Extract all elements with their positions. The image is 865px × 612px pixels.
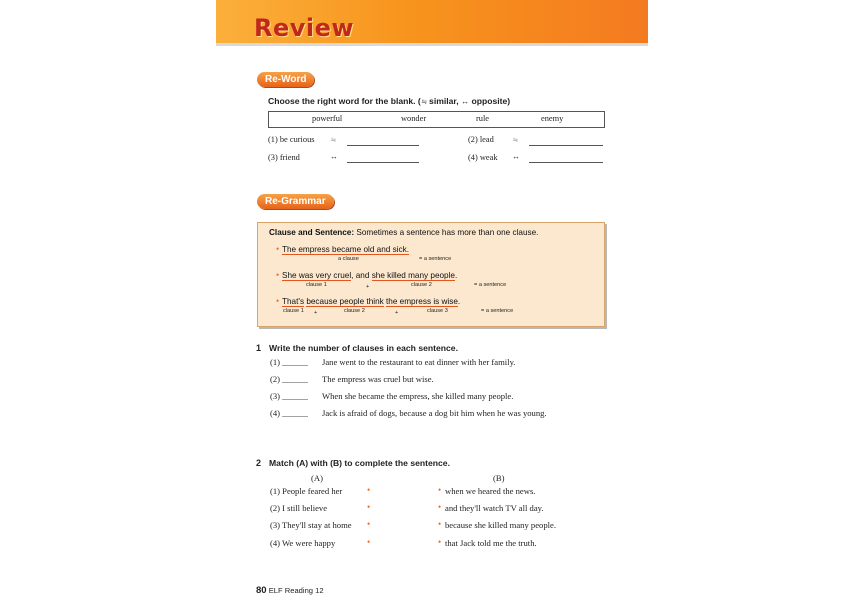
- workbook-page: [216, 0, 648, 612]
- exercise-1-number: 1: [256, 343, 262, 353]
- exercise-1-sentence: Jack is afraid of dogs, because a dog bit him when he was young.: [322, 408, 547, 418]
- example-2-period: .: [454, 271, 458, 280]
- match-dot-a[interactable]: •: [367, 519, 371, 529]
- opposite-icon: ↔: [461, 97, 470, 106]
- page-number: 80: [256, 585, 267, 596]
- example-3-period: .: [457, 297, 461, 306]
- match-b-item: and they'll watch TV all day.: [445, 503, 544, 513]
- example-3-label-3: clause 3: [427, 308, 448, 314]
- exercise-1-sentence: The empress was cruel but wise.: [322, 374, 434, 384]
- column-a-header: (A): [311, 473, 323, 483]
- example-3-label-1: clause 1: [283, 308, 304, 314]
- example-1-clause-label: a clause: [338, 256, 359, 262]
- opposite-icon: ↔: [330, 152, 338, 161]
- page-footer: [256, 585, 324, 596]
- exercise-2-instruction: Match (A) with (B) to complete the sentence.: [269, 458, 450, 468]
- match-a-item: (4) We were happy: [270, 538, 336, 548]
- match-dot-a[interactable]: •: [367, 485, 371, 495]
- exercise-1-sentence: When she became the empress, she killed many people.: [322, 391, 514, 401]
- word-bank: [268, 111, 605, 128]
- match-dot-b[interactable]: •: [438, 502, 442, 512]
- similar-icon: ≒: [330, 136, 336, 144]
- example-2-equals: = a sentence: [474, 282, 507, 288]
- example-2-conjunction: and: [355, 271, 370, 280]
- example-3-plus-1: +: [314, 310, 318, 316]
- match-b-item: because she killed many people.: [445, 520, 556, 530]
- example-2-clause-2: she killed many people: [371, 271, 455, 280]
- reword-blank-1[interactable]: [347, 145, 419, 146]
- bullet-icon: •: [276, 244, 280, 254]
- reword-tag: Re-Word: [257, 72, 314, 87]
- reword-item-label: (4) weak: [468, 153, 498, 162]
- grammar-heading-text: Sometimes a sentence has more than one clause.: [356, 228, 539, 237]
- reword-item-label: (2) lead: [468, 135, 494, 144]
- word-bank-item: powerful: [312, 114, 343, 123]
- reword-blank-3[interactable]: [347, 162, 419, 163]
- example-1-equals: = a sentence: [419, 256, 452, 262]
- exercise-1-sentence: Jane went to the restaurant to eat dinner with her family.: [322, 357, 516, 367]
- book-title: ELF Reading 12: [268, 586, 324, 595]
- match-dot-b[interactable]: •: [438, 537, 442, 547]
- opposite-icon: ↔: [512, 152, 520, 161]
- grammar-heading-label: Clause and Sentence:: [269, 228, 355, 237]
- similar-icon: ≒: [512, 136, 518, 144]
- word-bank-item: enemy: [541, 114, 564, 123]
- reword-instruction: [268, 96, 510, 106]
- exercise-1-blank[interactable]: (3) ______: [270, 391, 308, 401]
- match-a-item: (1) People feared her: [270, 486, 343, 496]
- example-2-sentence: [282, 271, 457, 280]
- match-b-item: when we heared the news.: [445, 486, 536, 496]
- match-dot-a[interactable]: •: [367, 502, 371, 512]
- example-3-clause-1: That's: [282, 297, 305, 306]
- example-3-clause-3: the empress is wise: [386, 297, 458, 306]
- similar-label: similar,: [429, 96, 459, 106]
- banner-divider: [216, 43, 648, 46]
- match-b-item: that Jack told me the truth.: [445, 538, 537, 548]
- example-3-label-2: clause 2: [344, 308, 365, 314]
- column-b-header: (B): [493, 473, 505, 483]
- reword-blank-2[interactable]: [529, 145, 603, 146]
- example-2-clause-1: She was very cruel: [282, 271, 352, 280]
- match-a-item: (2) I still believe: [270, 503, 328, 513]
- example-2-plus: +: [366, 284, 370, 290]
- exercise-1-blank[interactable]: (4) ______: [270, 408, 308, 418]
- word-bank-item: wonder: [401, 114, 427, 123]
- reword-item-label: (1) be curious: [268, 135, 315, 144]
- match-dot-b[interactable]: •: [438, 485, 442, 495]
- reword-item-label: (3) friend: [268, 153, 300, 162]
- example-2-label-1: clause 1: [306, 282, 327, 288]
- example-3-equals: = a sentence: [481, 308, 514, 314]
- exercise-1-instruction: Write the number of clauses in each sentence.: [269, 343, 458, 353]
- page-title: Review: [254, 14, 355, 42]
- grammar-heading: [269, 228, 538, 237]
- example-2-comma: ,: [351, 271, 354, 280]
- word-bank-item: rule: [476, 114, 490, 123]
- match-a-item: (3) They'll stay at home: [270, 520, 352, 530]
- reword-instruction-text: Choose the right word for the blank. (: [268, 96, 421, 106]
- exercise-1-blank[interactable]: (1) ______: [270, 357, 308, 367]
- match-dot-a[interactable]: •: [367, 537, 371, 547]
- opposite-label: opposite): [471, 96, 511, 106]
- example-2-label-2: clause 2: [411, 282, 432, 288]
- example-1-sentence: The empress became old and sick.: [282, 245, 409, 254]
- example-3-sentence: [282, 297, 460, 306]
- example-3-clause-2: because people think: [306, 297, 384, 306]
- example-3-plus-2: +: [395, 310, 399, 316]
- match-dot-b[interactable]: •: [438, 519, 442, 529]
- exercise-2-number: 2: [256, 458, 262, 468]
- reword-blank-4[interactable]: [529, 162, 603, 163]
- exercise-1-blank[interactable]: (2) ______: [270, 374, 308, 384]
- similar-icon: ≒: [420, 99, 427, 106]
- bullet-icon: •: [276, 296, 280, 306]
- bullet-icon: •: [276, 270, 280, 280]
- regrammar-tag: Re-Grammar: [257, 194, 334, 209]
